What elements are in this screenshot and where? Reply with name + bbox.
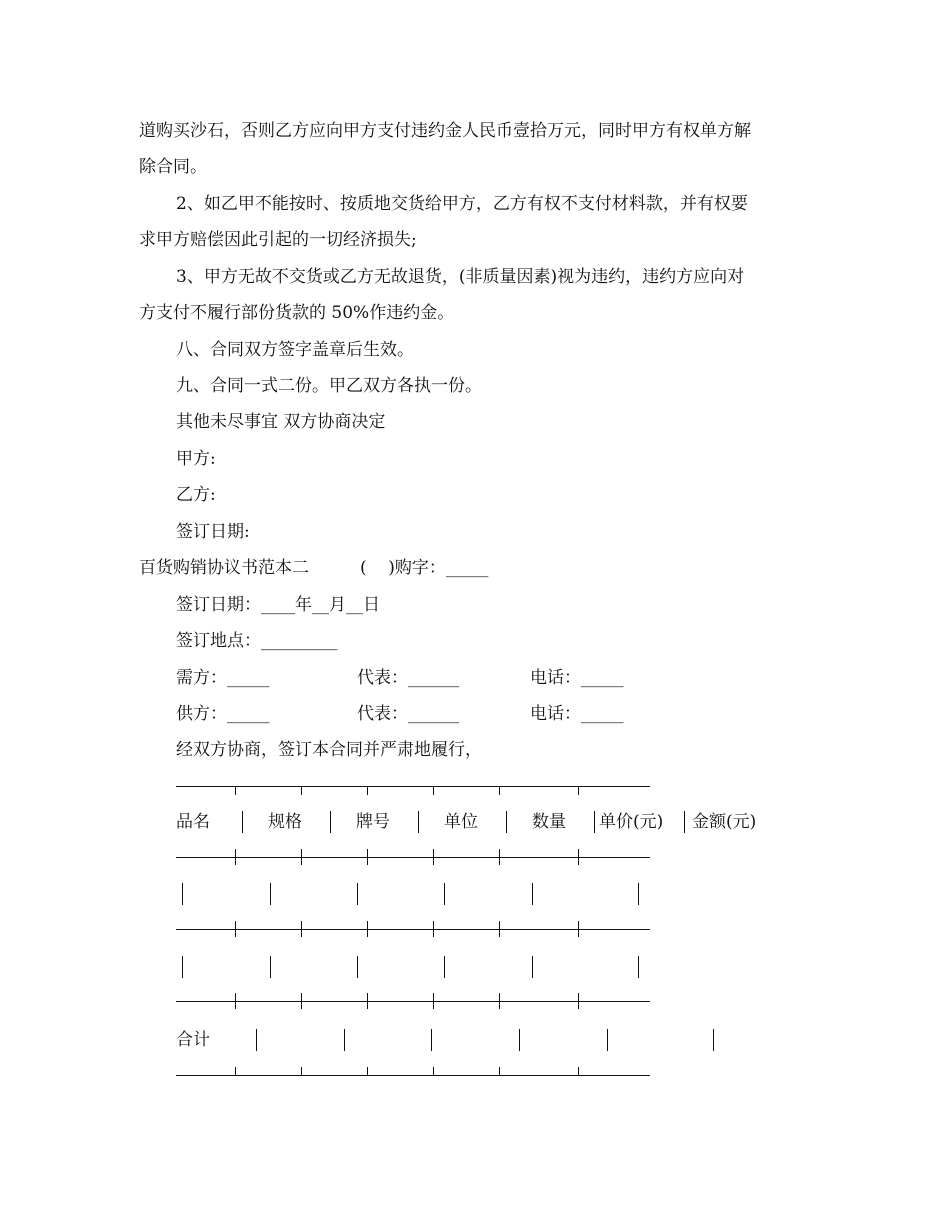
clause-text: 求甲方赔偿因此引起的一切经济损失; — [139, 230, 417, 250]
table-tick — [578, 993, 579, 1009]
cell-divider — [256, 1029, 257, 1051]
clause-text: 除合同。 — [139, 157, 207, 177]
cell-divider — [357, 883, 358, 905]
header-spec: 规格 — [268, 812, 302, 832]
cell-divider — [607, 1029, 608, 1051]
table-tick — [499, 849, 500, 865]
agreement-text: 经双方协商，签订本合同并严肃地履行， — [176, 740, 482, 760]
table-tick — [433, 1067, 434, 1075]
header-name: 品名 — [176, 812, 210, 832]
table-tick — [499, 1067, 500, 1075]
table-rule — [176, 1075, 650, 1076]
clause-text: 方支付不履行部份货款的 50%作违约金。 — [139, 303, 455, 323]
cell-divider — [182, 883, 183, 905]
buyer-rep-field: 代表：______ — [357, 668, 459, 688]
table-tick — [578, 921, 579, 937]
cell-divider — [431, 1029, 432, 1051]
party-b-label: 乙方: — [176, 485, 216, 505]
cell-divider — [594, 811, 595, 833]
table-tick — [433, 786, 434, 795]
cell-divider — [684, 811, 685, 833]
clause-text: 其他未尽事宜 双方协商决定 — [176, 412, 386, 432]
clause-text: 八、合同双方签字盖章后生效。 — [176, 340, 414, 360]
cell-divider — [270, 956, 271, 978]
table-tick — [301, 786, 302, 795]
clause-text: 九、合同一式二份。甲乙双方各执一份。 — [176, 376, 482, 396]
sign-date-label: 签订日期: — [176, 522, 250, 542]
buyer-field: 需方：_____ — [176, 668, 270, 688]
cell-divider — [519, 1029, 520, 1051]
cell-divider — [242, 811, 243, 833]
table-tick — [578, 786, 579, 795]
table-tick — [578, 1067, 579, 1075]
cell-divider — [638, 883, 639, 905]
cell-divider — [532, 956, 533, 978]
sample-title: 百货购销协议书范本二 — [139, 558, 309, 578]
table-tick — [235, 993, 236, 1009]
table-tick — [367, 921, 368, 937]
table-tick — [367, 1067, 368, 1075]
cell-divider — [444, 883, 445, 905]
header-amount: 金额(元) — [692, 812, 757, 832]
cell-divider — [182, 956, 183, 978]
cell-divider — [713, 1029, 714, 1051]
table-tick — [235, 849, 236, 865]
contract-number: ( )购字：_____ — [360, 558, 489, 578]
table-tick — [301, 921, 302, 937]
clause-text: 2、如乙甲不能按时、按质地交货给甲方，乙方有权不支付材料款，并有权要 — [176, 194, 748, 214]
clause-text: 3、甲方无故不交货或乙方无故退货，(非质量因素)视为违约，违约方应向对 — [176, 267, 745, 287]
supplier-field: 供方：_____ — [176, 704, 270, 724]
supplier-rep-field: 代表：______ — [357, 704, 459, 724]
table-tick — [578, 849, 579, 865]
cell-divider — [357, 956, 358, 978]
clause-text: 道购买沙石，否则乙方应向甲方支付违约金人民币壹拾万元，同时甲方有权单方解 — [139, 121, 751, 141]
table-tick — [367, 849, 368, 865]
header-qty: 数量 — [532, 812, 566, 832]
table-tick — [301, 993, 302, 1009]
cell-divider — [506, 811, 507, 833]
table-tick — [499, 993, 500, 1009]
table-tick — [235, 921, 236, 937]
supplier-phone-field: 电话：_____ — [530, 704, 624, 724]
table-tick — [499, 921, 500, 937]
table-tick — [301, 849, 302, 865]
table-tick — [235, 786, 236, 795]
cell-divider — [344, 1029, 345, 1051]
sample-sign-date: 签订日期：____年__月__日 — [176, 595, 380, 615]
cell-divider — [532, 883, 533, 905]
cell-divider — [418, 811, 419, 833]
table-tick — [235, 1067, 236, 1075]
cell-divider — [330, 811, 331, 833]
total-label: 合计 — [176, 1030, 210, 1050]
sample-sign-place: 签订地点：_________ — [176, 631, 338, 651]
buyer-phone-field: 电话：_____ — [530, 668, 624, 688]
cell-divider — [270, 883, 271, 905]
table-tick — [367, 786, 368, 795]
cell-divider — [444, 956, 445, 978]
table-tick — [301, 1067, 302, 1075]
table-tick — [367, 993, 368, 1009]
header-unit-price: 单价(元) — [599, 812, 664, 832]
table-tick — [499, 786, 500, 795]
table-tick — [433, 993, 434, 1009]
table-tick — [433, 849, 434, 865]
party-a-label: 甲方: — [176, 449, 216, 469]
cell-divider — [638, 956, 639, 978]
table-tick — [433, 921, 434, 937]
header-brand: 牌号 — [356, 812, 390, 832]
header-unit: 单位 — [444, 812, 478, 832]
